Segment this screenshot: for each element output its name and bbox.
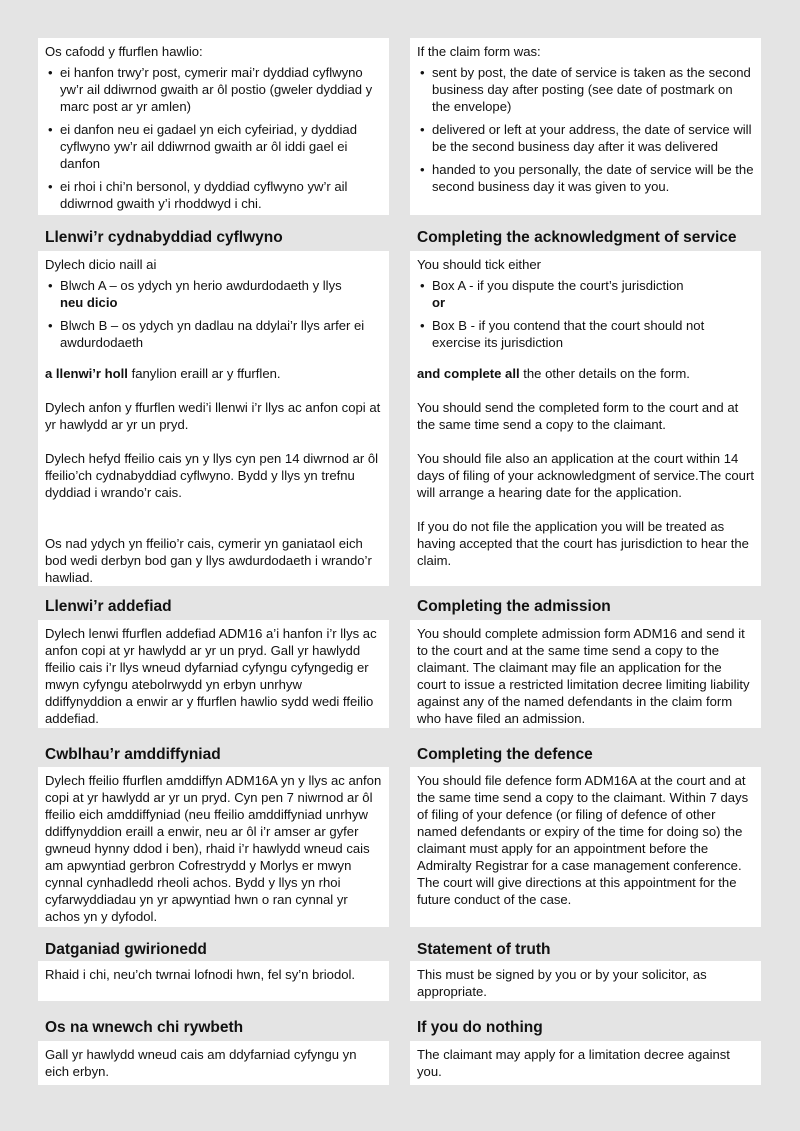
list-item: • Blwch B – os ydych yn dadlau na ddylai’r llys arfer ei awdurdodaeth [48,318,365,350]
english-truth-text: This must be signed by you or by your solicitor, as appropriate. [417,967,707,999]
welsh-service-list [45,64,382,212]
english-defence-panel [410,767,761,927]
bullet-icon: • [48,179,53,194]
welsh-nothing-heading: Os na wnewch chi rywbeth [45,1019,244,1036]
bullet-icon: • [420,278,425,293]
english-admission-heading: Completing the admission [417,598,611,615]
list-item: • handed to you personally, the date of service will be the second business day it was given to you. [420,162,754,194]
english-nothing-panel [410,1041,761,1085]
welsh-ack-panel [38,251,389,586]
welsh-ack-not-file: Os nad ydych yn ffeilio’r cais, cymerir yn ganiataol eich bod wedi derbyn bod gan y llys awdurdodaeth i wrando’r hawliad. [45,536,372,585]
english-defence-heading: Completing the defence [417,746,593,763]
welsh-truth-panel [38,961,389,1001]
welsh-ack-intro: Dylech dicio naill ai [45,257,157,272]
welsh-ack-complete: a llenwi’r holl fanylion eraill ar y ffurflen. [45,366,281,381]
english-ack-not-file: If you do not file the application you will be treated as having accepted that the court has jurisdiction to hear the claim. [417,519,749,568]
english-nothing-heading: If you do nothing [417,1019,543,1036]
english-ack-list [417,277,754,351]
welsh-ack-file: Dylech hefyd ffeilio cais yn y llys cyn pen 14 diwrnod ar ôl ffeilio’ch cydnabyddiad cyflwyno. Bydd y llys yn trefnu dyddiad i wrando’r cais. [45,451,379,500]
english-ack-send: You should send the completed form to the court and at the same time send a copy to the claimant. [417,400,739,432]
english-ack-intro: You should tick either [417,257,541,272]
welsh-ack-heading: Llenwi’r cydnabyddiad cyflwyno [45,229,283,246]
list-item: • sent by post, the date of service is taken as the second business day after posting (see date of postmark on the envelope) [420,65,751,114]
welsh-service-intro: Os cafodd y ffurflen hawlio: [45,44,203,59]
welsh-truth-heading: Datganiad gwirionedd [45,941,207,958]
list-item: • delivered or left at your address, the date of service will be the second business day after it was delivered [420,122,752,154]
english-ack-panel [410,251,761,586]
english-service-panel [410,38,761,215]
welsh-defence-text: Dylech ffeilio ffurflen amddiffyn ADM16A yn y llys ac anfon copi at yr hawlydd ar yr un pryd. Cyn pen 7 niwrnod ar ôl ffeilio eich amddiffyniad (neu ffeilio amddiffyniad unrhyw ddiffynyddion eraill a enwir, neu ar ôl i’r amser ar gyfer gwneud hynny ddod i ben), rhaid i’r hawlydd wneud cais am apwyntiad gerbron Cofrestrydd y Morlys er mwyn cynnal cynhadledd rheoli achos. Bydd y llys yn rhoi cyfarwyddiadau yn yr apwyntiad hwn o ran cynnal yr achos yn y dyfodol. [45,773,382,924]
list-item: • ei hanfon trwy’r post, cymerir mai’r dyddiad cyflwyno yw’r ail ddiwrnod gwaith ar ôl postio (gweler dyddiad y marc post ar yr amlen) [48,65,373,114]
welsh-defence-panel [38,767,389,927]
welsh-nothing-panel [38,1041,389,1085]
english-ack-heading: Completing the acknowledgment of service [417,229,737,246]
list-item: • Box B - if you contend that the court should not exercise its jurisdiction [420,318,705,350]
bullet-icon: • [420,162,425,177]
list-item: • Box A - if you dispute the court’s jurisdiction or [420,278,684,310]
bullet-icon: • [420,122,425,137]
english-nothing-text: The claimant may apply for a limitation decree against you. [417,1047,730,1079]
english-ack-complete: and complete all the other details on the form. [417,366,690,381]
list-item: • Blwch A – os ydych yn herio awdurdodaeth y llys neu dicio [48,278,342,310]
bullet-icon: • [48,122,53,137]
english-service-intro: If the claim form was: [417,44,541,59]
english-admission-panel [410,620,761,728]
bullet-icon: • [420,318,425,333]
bullet-icon: • [48,278,53,293]
welsh-admission-heading: Llenwi’r addefiad [45,598,172,615]
english-defence-text: You should file defence form ADM16A at the court and at the same time send a copy to the claimant. Within 7 days of filing of your defence (or filing of defence of other named defendants or expiry of the time for doing so) the claimant must apply for an appointment before the Admiralty Registrar for a case management conference. The court will give directions at this appointment for the future conduct of the case. [417,773,749,907]
english-admission-text: You should complete admission form ADM16 and send it to the court and at the same time send a copy to the claimant. The claimant may file an application for the court to issue a restricted limitation decree limiting liability against any of the named defendants in the claim form who have filed an admission. [417,626,750,726]
bullet-icon: • [420,65,425,80]
bullet-icon: • [48,65,53,80]
bullet-icon: • [48,318,53,333]
welsh-admission-panel [38,620,389,728]
welsh-nothing-text: Gall yr hawlydd wneud cais am ddyfarniad cyfyngu yn eich erbyn. [45,1047,357,1079]
english-truth-heading: Statement of truth [417,941,551,958]
list-item: • ei danfon neu ei gadael yn eich cyfeiriad, y dyddiad cyflwyno yw’r ail ddiwrnod gwaith ar ôl iddi gael ei danfon [48,122,357,171]
english-truth-panel [410,961,761,1001]
list-item: • ei rhoi i chi’n bersonol, y dyddiad cyflwyno yw’r ail ddiwrnod gwaith y’i rhoddwyd i chi. [48,179,348,211]
welsh-truth-text: Rhaid i chi, neu’ch twrnai lofnodi hwn, fel sy’n briodol. [45,967,356,982]
welsh-defence-heading: Cwblhau’r amddiffyniad [45,746,221,763]
english-ack-file: You should file also an application at the court within 14 days of filing of your acknowledgment of service.The court will arrange a hearing date for the application. [417,451,754,500]
welsh-ack-list [45,277,382,351]
welsh-admission-text: Dylech lenwi ffurflen addefiad ADM16 a’i hanfon i’r llys ac anfon copi at yr hawlydd ar yr un pryd. Gall yr hawlydd ffeilio cais i’r llys wneud dyfarniad cyfyngu cyfyngedig er mwyn cyfyngu atebolrwydd yn erbyn unrhyw ddiffynyddion a enwir ar y ffurflen hawlio sydd wedi ffeilio addefiad. [45,626,377,726]
welsh-service-panel [38,38,389,215]
english-service-list [417,64,754,195]
welsh-ack-send: Dylech anfon y ffurflen wedi’i llenwi i’r llys ac anfon copi at yr hawlydd ar yr un pryd. [45,400,381,432]
